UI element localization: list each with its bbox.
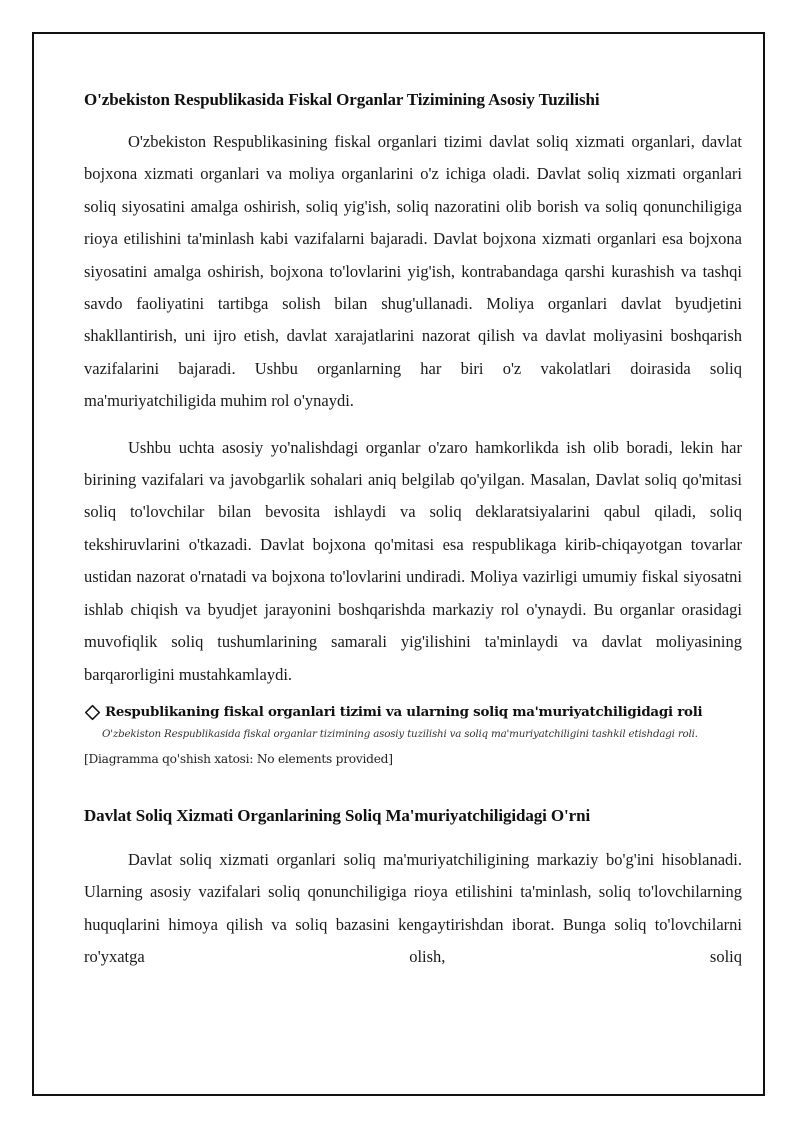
document-content xyxy=(84,84,742,988)
paragraph: Davlat soliq xizmati organlari soliq ma'muriyatchiligining markaziy bo'g'ini hisoblanadi. Ularning asosiy vazifalari soliq qonunchiligiga rioya etilishini ta'minlash, soliq to'lovchilarning huquqlarini himoya qilish va soliq bazasini kengaytirishdan iborat. Bunga soliq to'lovchilarni ro'yxatga olish, soliq xyxy=(84,849,742,967)
diamond-icon xyxy=(84,704,101,721)
diagram-caption: O'zbekiston Respublikasida fiskal organlar tizimining asosiy tuzilishi va soliq ma'muriyatchiligini tashkil etishdagi roli. xyxy=(102,727,698,740)
diagram-title-row xyxy=(84,704,742,721)
paragraph: Ushbu uchta asosiy yo'nalishdagi organlar o'zaro hamkorlikda ish olib boradi, lekin har birining vazifalari va javobgarlik sohalari aniq belgilab qo'yilgan. Masalan, Davlat soliq qo'mitasi soliq to'lovchilar bilan bevosita ishlaydi va soliq deklaratsiyalarini qabul qiladi, soliq tekshiruvlarini o'tkazadi. Davlat bojxona qo'mitasi esa respublikaga kirib-chiqayotgan tovarlar ustidan nazorat o'rnatadi va bojxona to'lovlarini undiradi. Moliya vazirligi umumiy fiskal siyosatni ishlab chiqish va byudjet jarayonini boshqarishda markaziy rol o'ynaydi. Bu organlar orasidagi muvofiqlik soliq tushumlarining samarali yig'ilishini ta'minlaydi va davlat moliyasining barqarorligini mustahkamlaydi. xyxy=(84,437,742,684)
paragraph: O'zbekiston Respublikasining fiskal organlari tizimi davlat soliq xizmati organlari, davlat bojxona xizmati organlari va moliya organlarini o'z ichiga oladi. Davlat soliq xizmati organlari soliq siyosatini amalga oshirish, soliq yig'ish, soliq nazoratini olib borish va soliq qonunchiligiga rioya etilishini ta'minlash kabi vazifalarni bajaradi. Davlat bojxona xizmati organlari esa bojxona siyosatini amalga oshirish, bojxona to'lovlarini yig'ish, kontrabandaga qarshi kurashish va tashqi savdo faoliyatini tartibga solish bilan shug'ullanadi. Moliya organlari davlat byudjetini shakllantirish, uni ijro etish, davlat xarajatlarini nazorat qilish va davlat moliyasini boshqarish vazifalarini bajaradi. Ushbu organlarning har biri o'z vakolatlari doirasida soliq ma'muriyatchiligida muhim rol o'ynaydi. xyxy=(84,132,742,411)
diagram-error-message: [Diagramma qo'shish xatosi: No elements provided] xyxy=(84,751,393,766)
diagram-title: Respublikaning fiskal organlari tizimi va ularning soliq ma'muriyatchiligidagi roli xyxy=(105,704,703,721)
section-heading-fiscal-structure: O'zbekiston Respublikasida Fiskal Organlar Tizimining Asosiy Tuzilishi xyxy=(84,90,600,109)
section-heading-tax-service: Davlat Soliq Xizmati Organlarining Soliq Ma'muriyatchiligidagi O'rni xyxy=(84,805,591,825)
diagram-block xyxy=(84,704,742,766)
